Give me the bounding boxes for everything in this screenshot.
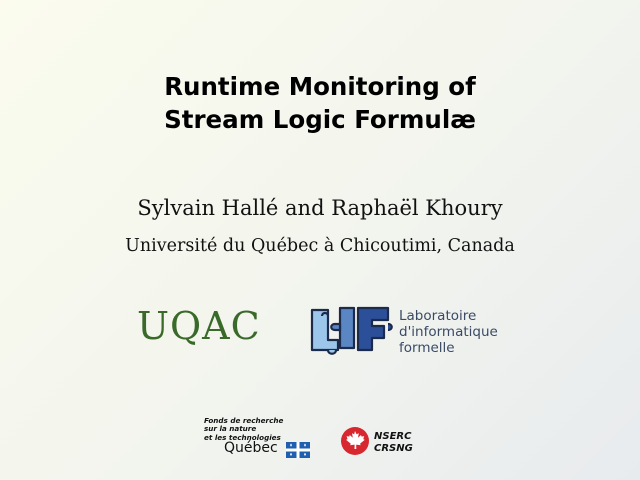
nserc-logo (340, 424, 430, 460)
fleur-de-lis-flag-icon (286, 442, 310, 458)
nserc-line-1: NSERC (374, 431, 412, 442)
affiliation: Université du Québec à Chicoutimi, Canada (125, 236, 515, 256)
authors: Sylvain Hallé and Raphaël Khoury (137, 196, 503, 220)
frq-line-1: Fonds de recherche (204, 416, 284, 425)
maple-leaf-icon (340, 426, 370, 456)
frq-quebec: Québec (224, 440, 278, 456)
lif-line-2: d'informatique (399, 324, 498, 340)
frq-line-2: sur la nature (204, 424, 257, 434)
slide-title-line-1: Runtime Monitoring of (164, 72, 476, 101)
frq-logo (204, 417, 314, 459)
lif-line-1: Laboratoire (399, 308, 477, 324)
slide-title (0, 70, 640, 136)
puzzle-icon (308, 302, 396, 360)
nserc-line-2: CRSNG (374, 443, 413, 454)
uqac-logo: UQAC (137, 304, 261, 348)
frq-line-3: et les technologies (204, 432, 281, 442)
slide-title-line-2: Stream Logic Formulæ (164, 105, 476, 134)
lif-logo-text (399, 308, 498, 356)
lif-line-3: formelle (399, 340, 455, 356)
